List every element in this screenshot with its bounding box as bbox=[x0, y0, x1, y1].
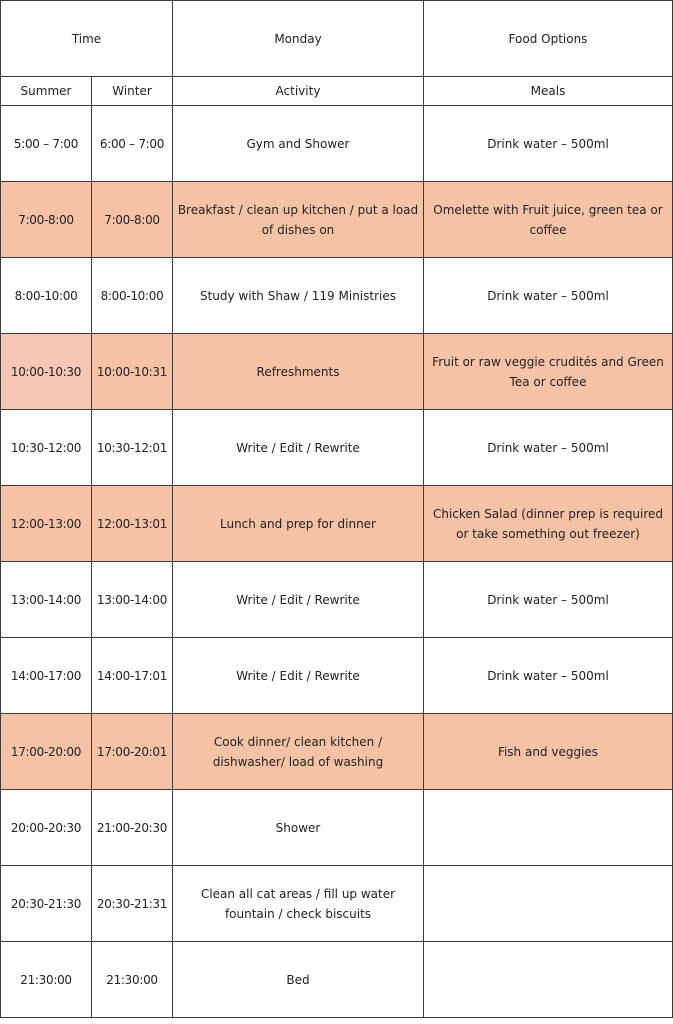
activity-cell: Write / Edit / Rewrite bbox=[173, 410, 424, 486]
table-row bbox=[1, 486, 673, 562]
table-row bbox=[1, 866, 673, 942]
summer-time-cell: 7:00-8:00 bbox=[1, 182, 92, 258]
summer-time-cell: 17:00-20:00 bbox=[1, 714, 92, 790]
winter-time-cell: 7:00-8:00 bbox=[92, 182, 173, 258]
winter-time-cell: 17:00-20:01 bbox=[92, 714, 173, 790]
summer-time-cell: 8:00-10:00 bbox=[1, 258, 92, 334]
subheader-row bbox=[1, 77, 673, 106]
activity-cell: Gym and Shower bbox=[173, 106, 424, 182]
table-row bbox=[1, 562, 673, 638]
table-row bbox=[1, 106, 673, 182]
activity-cell: Study with Shaw / 119 Ministries bbox=[173, 258, 424, 334]
summer-time-cell: 10:00-10:30 bbox=[1, 334, 92, 410]
table-row bbox=[1, 942, 673, 1018]
activity-cell: Breakfast / clean up kitchen / put a load of dishes on bbox=[173, 182, 424, 258]
summer-time-cell: 5:00 – 7:00 bbox=[1, 106, 92, 182]
winter-time-cell: 12:00-13:01 bbox=[92, 486, 173, 562]
header-row bbox=[1, 1, 673, 77]
day-header: Monday bbox=[173, 1, 424, 77]
meal-cell: Chicken Salad (dinner prep is required or take something out freezer) bbox=[424, 486, 673, 562]
summer-header: Summer bbox=[1, 77, 92, 106]
meal-cell: Drink water – 500ml bbox=[424, 258, 673, 334]
summer-time-cell: 21:30:00 bbox=[1, 942, 92, 1018]
meal-cell: Drink water – 500ml bbox=[424, 638, 673, 714]
meal-cell bbox=[424, 942, 673, 1018]
winter-time-cell: 13:00-14:00 bbox=[92, 562, 173, 638]
meal-cell: Omelette with Fruit juice, green tea or coffee bbox=[424, 182, 673, 258]
meal-cell: Drink water – 500ml bbox=[424, 410, 673, 486]
summer-time-cell: 10:30-12:00 bbox=[1, 410, 92, 486]
table-row bbox=[1, 714, 673, 790]
summer-time-cell: 14:00-17:00 bbox=[1, 638, 92, 714]
table-row bbox=[1, 410, 673, 486]
activity-cell: Bed bbox=[173, 942, 424, 1018]
winter-time-cell: 10:00-10:31 bbox=[92, 334, 173, 410]
table-row bbox=[1, 638, 673, 714]
winter-time-cell: 6:00 – 7:00 bbox=[92, 106, 173, 182]
summer-time-cell: 12:00-13:00 bbox=[1, 486, 92, 562]
winter-time-cell: 10:30-12:01 bbox=[92, 410, 173, 486]
activity-header: Activity bbox=[173, 77, 424, 106]
winter-time-cell: 21:30:00 bbox=[92, 942, 173, 1018]
activity-cell: Refreshments bbox=[173, 334, 424, 410]
summer-time-cell: 20:30-21:30 bbox=[1, 866, 92, 942]
activity-cell: Write / Edit / Rewrite bbox=[173, 562, 424, 638]
meal-cell bbox=[424, 866, 673, 942]
food-options-header: Food Options bbox=[424, 1, 673, 77]
meal-cell: Fruit or raw veggie crudités and Green Tea or coffee bbox=[424, 334, 673, 410]
activity-cell: Write / Edit / Rewrite bbox=[173, 638, 424, 714]
meals-header: Meals bbox=[424, 77, 673, 106]
winter-time-cell: 14:00-17:01 bbox=[92, 638, 173, 714]
winter-header: Winter bbox=[92, 77, 173, 106]
table-row bbox=[1, 334, 673, 410]
summer-time-cell: 20:00-20:30 bbox=[1, 790, 92, 866]
table-row bbox=[1, 790, 673, 866]
activity-cell: Lunch and prep for dinner bbox=[173, 486, 424, 562]
meal-cell: Fish and veggies bbox=[424, 714, 673, 790]
winter-time-cell: 20:30-21:31 bbox=[92, 866, 173, 942]
activity-cell: Shower bbox=[173, 790, 424, 866]
meal-cell bbox=[424, 790, 673, 866]
table-row bbox=[1, 182, 673, 258]
time-header: Time bbox=[1, 1, 173, 77]
activity-cell: Cook dinner/ clean kitchen / dishwasher/ load of washing bbox=[173, 714, 424, 790]
summer-time-cell: 13:00-14:00 bbox=[1, 562, 92, 638]
winter-time-cell: 21:00-20:30 bbox=[92, 790, 173, 866]
meal-cell: Drink water – 500ml bbox=[424, 562, 673, 638]
winter-time-cell: 8:00-10:00 bbox=[92, 258, 173, 334]
meal-cell: Drink water – 500ml bbox=[424, 106, 673, 182]
table-row bbox=[1, 258, 673, 334]
activity-cell: Clean all cat areas / fill up water fountain / check biscuits bbox=[173, 866, 424, 942]
